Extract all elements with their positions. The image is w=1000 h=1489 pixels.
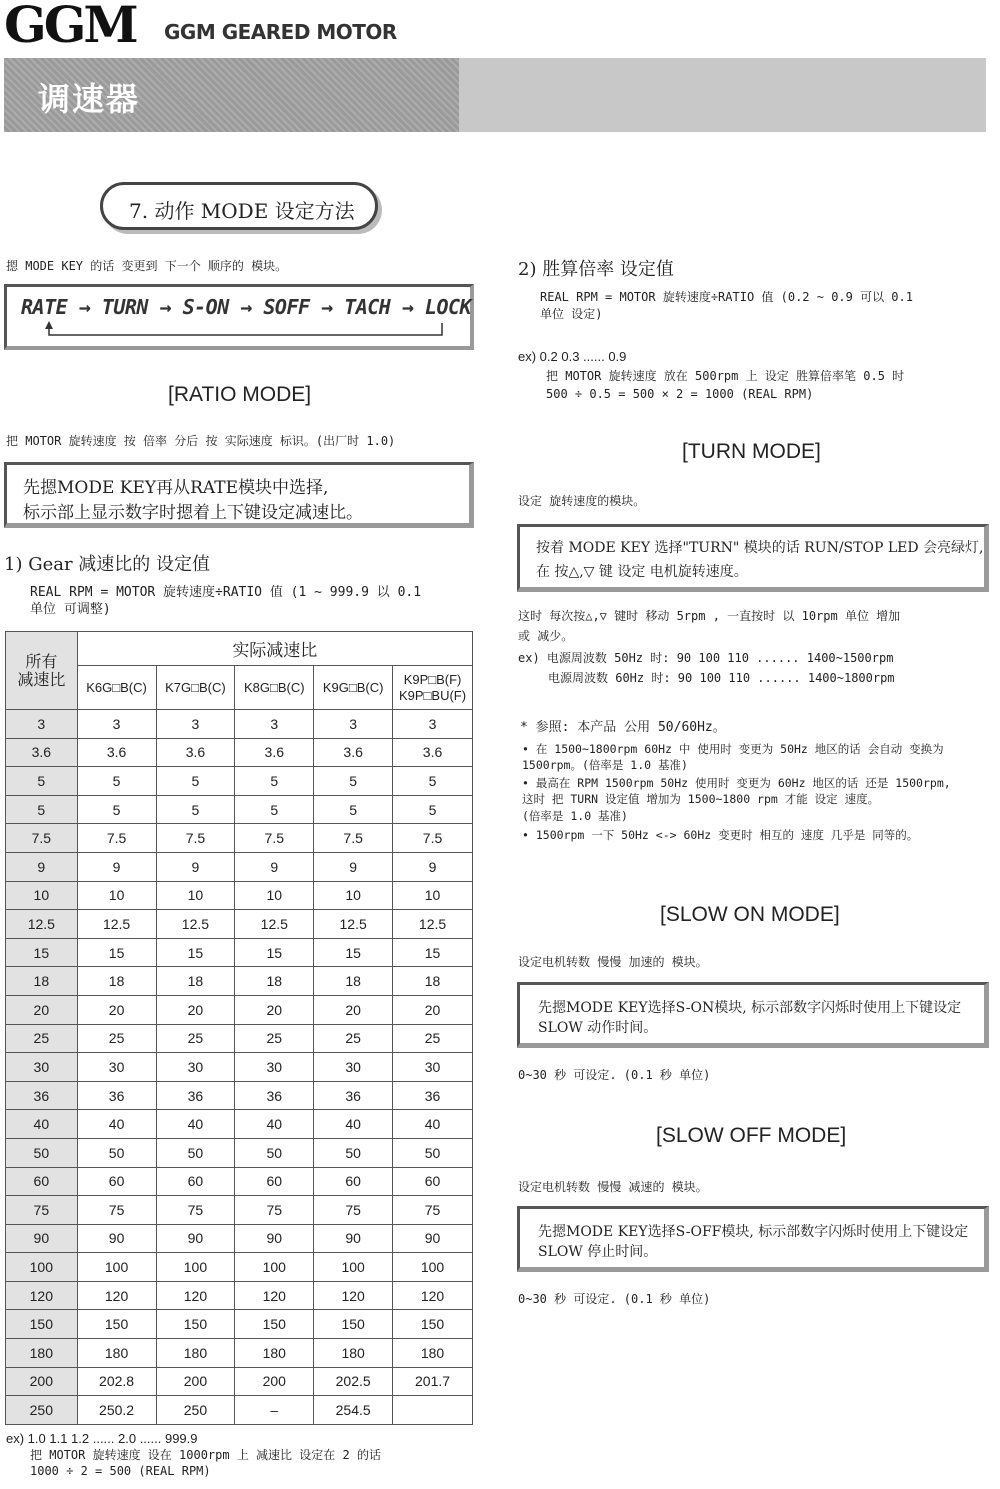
table-row [6,710,473,739]
turn-instruction-line: 在 按△,▽ 键 设定 电机旋转速度。 [536,564,748,580]
turn-mode-description: 设定 旋转速度的模块。 [518,494,646,508]
actual-ratio-cell: – [235,1396,314,1425]
actual-ratio-cell: 18 [393,967,473,996]
actual-ratio-cell: 100 [314,1253,393,1282]
actual-ratio-cell: 10 [156,881,235,910]
actual-ratio-cell: 18 [235,967,314,996]
multiplier-example-calc: 500 ÷ 0.5 = 500 × 2 = 1000 (REAL RPM) [546,387,814,401]
slow-off-mode-heading: [SLOW OFF MODE] [656,1124,847,1147]
corner-label: 减速比 [17,669,66,689]
multiplier-example-values: ex) 0.2 0.3 ...... 0.9 [518,349,627,364]
actual-ratio-cell: 3.6 [314,738,393,767]
turn-mode-heading: [TURN MODE] [682,440,821,463]
actual-ratio-cell: 9 [314,852,393,881]
actual-ratio-cell: 40 [314,1110,393,1139]
ratio-example-values: ex) 1.0 1.1 1.2 ...... 2.0 ...... 999.9 [6,1431,198,1446]
ratio-instruction-box [4,462,474,528]
actual-ratio-cell: 30 [393,1053,473,1082]
actual-ratio-cell: 12.5 [77,910,156,939]
actual-ratio-cell: 75 [77,1196,156,1225]
actual-ratio-cell: 50 [235,1138,314,1167]
actual-ratio-cell: 12.5 [314,910,393,939]
ratio-cell: 200 [6,1367,78,1396]
gear-ratio-subheading: 1) Gear 减速比的 设定值 [4,554,211,575]
gear-ratio-description: REAL RPM = MOTOR 旋转速度÷RATIO 值 (1 ~ 999.9 以 0.1 [30,585,422,600]
column-header-label: K6G□B(C) [86,679,147,695]
table-row [6,1110,473,1139]
actual-ratio-cell: 30 [314,1053,393,1082]
actual-ratio-cell: 9 [77,852,156,881]
turn-example-60hz: 电源周波数 60Hz 时: 90 100 110 ...... 1400~1800rpm [548,671,895,685]
table-row [6,1281,473,1310]
table-row [6,795,473,824]
actual-ratio-cell: 90 [235,1224,314,1253]
ratio-cell: 120 [6,1281,78,1310]
table-row [6,995,473,1024]
actual-ratio-cell: 120 [156,1281,235,1310]
ratio-example-text: 把 MOTOR 旋转速度 设在 1000rpm 上 减速比 设定在 2 的话 [30,1448,381,1462]
multiplier-example-text: 把 MOTOR 旋转速度 放在 500rpm 上 设定 胜算倍率笔 0.5 时 [546,369,905,383]
actual-ratio-cell: 3 [77,710,156,739]
slow-off-instruction-line: SLOW 停止时间。 [538,1244,658,1260]
actual-ratio-cell: 75 [314,1196,393,1225]
actual-ratio-cell: 120 [235,1281,314,1310]
table-row [6,767,473,796]
actual-ratio-cell: 60 [77,1167,156,1196]
column-header [314,666,393,710]
ratio-cell: 10 [6,881,78,910]
table-row [6,1253,473,1282]
actual-ratio-cell: 40 [393,1110,473,1139]
actual-ratio-cell: 150 [314,1310,393,1339]
actual-ratio-cell: 3 [156,710,235,739]
actual-ratio-cell: 50 [314,1138,393,1167]
table-row [6,1339,473,1368]
actual-ratio-cell: 36 [314,1081,393,1110]
reference-item: • 在 1500~1800rpm 60Hz 中 使用时 变更为 50Hz 地区的话 会自动 变换为 [522,742,944,756]
column-header [156,666,235,710]
actual-ratio-cell: 150 [156,1310,235,1339]
slow-on-range: 0~30 秒 可设定. (0.1 秒 单位) [518,1068,711,1082]
brand-name: GGM GEARED MOTOR [164,20,397,44]
actual-ratio-cell: 90 [393,1224,473,1253]
ratio-cell: 25 [6,1024,78,1053]
actual-ratio-cell: 7.5 [314,824,393,853]
actual-ratio-cell: 36 [77,1081,156,1110]
slow-on-mode-heading: [SLOW ON MODE] [660,903,840,926]
actual-ratio-cell: 90 [77,1224,156,1253]
column-header [393,666,473,710]
ratio-cell: 30 [6,1053,78,1082]
slow-on-instruction-line: SLOW 动作时间。 [538,1020,658,1036]
column-header-label: K9P□BU(F) [398,687,467,703]
reference-item: • 1500rpm 一下 50Hz <-> 60Hz 变更时 相互的 速度 几乎是 同等的。 [522,828,919,842]
actual-ratio-cell: 15 [77,938,156,967]
actual-ratio-cell: 5 [393,795,473,824]
actual-ratio-cell: 3 [235,710,314,739]
actual-ratio-cell: 25 [314,1024,393,1053]
actual-ratio-header: 实际减速比 [77,632,472,666]
actual-ratio-cell: 120 [393,1281,473,1310]
table-header-row [6,632,473,666]
ratio-cell: 9 [6,852,78,881]
column-header-label: K9G□B(C) [322,679,384,695]
actual-ratio-cell: 10 [314,881,393,910]
multiplier-subheading: 2) 胜算倍率 设定值 [518,259,674,280]
ratio-cell: 12.5 [6,910,78,939]
ratio-cell: 60 [6,1167,78,1196]
actual-ratio-cell: 5 [235,795,314,824]
actual-ratio-cell: 10 [235,881,314,910]
actual-ratio-cell: 5 [77,767,156,796]
actual-ratio-cell: 25 [235,1024,314,1053]
actual-ratio-cell: 7.5 [77,824,156,853]
actual-ratio-cell: 60 [235,1167,314,1196]
reference-item: 这时 把 TURN 设定值 增加为 1500~1800 rpm 才能 设定 速度。 [522,792,880,806]
reference-item: 1500rpm。(倍率是 1.0 基准) [522,758,688,772]
actual-ratio-cell: 18 [314,967,393,996]
actual-ratio-cell: 30 [156,1053,235,1082]
table-row [6,1396,473,1425]
actual-ratio-cell: 20 [393,995,473,1024]
ratio-cell: 18 [6,967,78,996]
table-row [6,1367,473,1396]
actual-ratio-cell: 9 [393,852,473,881]
ratio-cell: 15 [6,938,78,967]
actual-ratio-cell: 180 [156,1339,235,1368]
actual-ratio-cell: 20 [77,995,156,1024]
actual-ratio-cell: 40 [235,1110,314,1139]
actual-ratio-cell: 180 [235,1339,314,1368]
actual-ratio-cell: 12.5 [156,910,235,939]
actual-ratio-cell: 3.6 [156,738,235,767]
actual-ratio-cell: 5 [77,795,156,824]
actual-ratio-cell: 10 [77,881,156,910]
actual-ratio-cell: 5 [156,795,235,824]
actual-ratio-cell: 250 [156,1396,235,1425]
actual-ratio-cell: 75 [235,1196,314,1225]
reference-item: • 最高在 RPM 1500rpm 50Hz 使用时 变更为 60Hz 地区的话 还是 1500rpm, [522,776,951,790]
ratio-cell: 36 [6,1081,78,1110]
actual-ratio-cell: 200 [156,1367,235,1396]
table-row [6,1053,473,1082]
actual-ratio-cell: 180 [393,1339,473,1368]
table-row [6,852,473,881]
column-header-label: K7G□B(C) [165,679,226,695]
banner-title: 调速器 [38,80,141,118]
actual-ratio-cell: 202.8 [77,1367,156,1396]
actual-ratio-cell: 201.7 [393,1367,473,1396]
actual-ratio-cell: 120 [77,1281,156,1310]
actual-ratio-cell: 180 [314,1339,393,1368]
ratio-cell: 100 [6,1253,78,1282]
actual-ratio-cell: 36 [156,1081,235,1110]
turn-instruction-box [517,524,989,592]
ratio-cell: 3 [6,710,78,739]
brand-logo: GGM [4,0,136,54]
turn-note: 或 减少。 [518,629,574,643]
actual-ratio-cell: 5 [235,767,314,796]
actual-ratio-cell: 36 [393,1081,473,1110]
actual-ratio-cell: 15 [314,938,393,967]
turn-example-50hz: ex) 电源周波数 50Hz 时: 90 100 110 ...... 1400~1500rpm [518,651,894,665]
actual-ratio-cell: 100 [235,1253,314,1282]
actual-ratio-cell: 150 [393,1310,473,1339]
table-row [6,1167,473,1196]
actual-ratio-cell: 120 [314,1281,393,1310]
actual-ratio-cell: 3 [393,710,473,739]
section-title: 7. 动作 MODE 设定方法 [129,199,355,223]
ratio-cell: 150 [6,1310,78,1339]
reference-title: * 参照: 本产品 公用 50/60Hz。 [520,720,726,735]
actual-ratio-cell: 10 [393,881,473,910]
actual-ratio-cell: 18 [77,967,156,996]
actual-ratio-cell: 100 [156,1253,235,1282]
mode-sequence: RATE → TURN → S-ON → SOFF → TACH → LOCK [21,295,472,319]
actual-ratio-cell [393,1396,473,1425]
ratio-instruction-line: 标示部上显示数字时摁着上下键设定减速比。 [23,503,363,523]
slow-on-instruction-line: 先摁MODE KEY选择S-ON模块, 标示部数字闪烁时使用上下键设定 [538,1000,962,1016]
ratio-mode-heading: [RATIO MODE] [168,383,312,406]
ratio-cell: 7.5 [6,824,78,853]
slow-on-description: 设定电机转数 慢慢 加速的 模块。 [518,955,708,969]
slow-on-instruction-box [517,982,989,1048]
section-title-pill [100,182,378,230]
actual-ratio-cell: 15 [156,938,235,967]
actual-ratio-cell: 250.2 [77,1396,156,1425]
table-row [6,1081,473,1110]
actual-ratio-cell: 3.6 [393,738,473,767]
table-row [6,910,473,939]
slow-off-range: 0~30 秒 可设定. (0.1 秒 单位) [518,1292,711,1306]
table-row [6,738,473,767]
actual-ratio-cell: 5 [156,767,235,796]
actual-ratio-cell: 254.5 [314,1396,393,1425]
actual-ratio-cell: 50 [77,1138,156,1167]
actual-ratio-cell: 50 [393,1138,473,1167]
actual-ratio-cell: 9 [235,852,314,881]
ratio-cell: 90 [6,1224,78,1253]
actual-ratio-cell: 36 [235,1081,314,1110]
actual-ratio-cell: 50 [156,1138,235,1167]
multiplier-description: 单位 设定) [540,307,603,321]
actual-ratio-cell: 25 [393,1024,473,1053]
actual-ratio-cell: 60 [314,1167,393,1196]
actual-ratio-cell: 7.5 [393,824,473,853]
mode-intro: 摁 MODE KEY 的话 变更到 下一个 顺序的 模块。 [6,259,288,273]
actual-ratio-cell: 3.6 [77,738,156,767]
table-row [6,1196,473,1225]
actual-ratio-cell: 15 [393,938,473,967]
actual-ratio-cell: 5 [393,767,473,796]
ratio-instruction-line: 先摁MODE KEY再从RATE模块中选择, [23,478,329,498]
actual-ratio-cell: 25 [77,1024,156,1053]
actual-ratio-cell: 3 [314,710,393,739]
actual-ratio-cell: 12.5 [235,910,314,939]
actual-ratio-cell: 150 [77,1310,156,1339]
actual-ratio-cell: 40 [77,1110,156,1139]
ratio-cell: 5 [6,795,78,824]
gear-ratio-table [5,631,473,1425]
table-corner-header [6,632,78,710]
table-row [6,967,473,996]
actual-ratio-cell: 30 [235,1053,314,1082]
ratio-cell: 180 [6,1339,78,1368]
ratio-cell: 5 [6,767,78,796]
turn-note: 这时 每次按△,▽ 键时 移动 5rpm , 一直按时 以 10rpm 单位 增加 [518,609,901,623]
slow-off-description: 设定电机转数 慢慢 减速的 模块。 [518,1180,708,1194]
actual-ratio-cell: 20 [314,995,393,1024]
actual-ratio-cell: 75 [156,1196,235,1225]
loop-back-arrow-icon [37,321,457,343]
table-row [6,1138,473,1167]
slow-off-instruction-line: 先摁MODE KEY选择S-OFF模块, 标示部数字闪烁时使用上下键设定 [538,1224,969,1240]
actual-ratio-cell: 7.5 [156,824,235,853]
actual-ratio-cell: 5 [314,767,393,796]
ratio-cell: 75 [6,1196,78,1225]
actual-ratio-cell: 20 [235,995,314,1024]
turn-instruction-line: 按着 MODE KEY 选择"TURN" 模块的话 RUN/STOP LED 会亮绿灯, [536,540,984,556]
column-header-label: K8G□B(C) [243,679,305,695]
actual-ratio-cell: 7.5 [235,824,314,853]
actual-ratio-cell: 150 [235,1310,314,1339]
actual-ratio-cell: 100 [393,1253,473,1282]
table-row [6,1024,473,1053]
table-row [6,1310,473,1339]
actual-ratio-cell: 200 [235,1367,314,1396]
actual-ratio-cell: 202.5 [314,1367,393,1396]
table-row [6,824,473,853]
multiplier-description: REAL RPM = MOTOR 旋转速度÷RATIO 值 (0.2 ~ 0.9 可以 0.1 [540,290,913,304]
column-header-label: K9P□B(F) [403,671,462,687]
corner-label: 所有 [25,651,58,671]
actual-ratio-cell: 60 [393,1167,473,1196]
ratio-cell: 3.6 [6,738,78,767]
actual-ratio-cell: 75 [393,1196,473,1225]
actual-ratio-cell: 15 [235,938,314,967]
actual-ratio-cell: 5 [314,795,393,824]
actual-ratio-cell: 30 [77,1053,156,1082]
mode-sequence-box [4,284,474,350]
actual-ratio-cell: 20 [156,995,235,1024]
title-banner [4,58,986,132]
slow-off-instruction-box [517,1206,989,1272]
ratio-example-calc: 1000 ÷ 2 = 500 (REAL RPM) [30,1464,211,1478]
actual-ratio-cell: 180 [77,1339,156,1368]
ratio-cell: 40 [6,1110,78,1139]
actual-ratio-cell: 18 [156,967,235,996]
table-row [6,1224,473,1253]
column-header [77,666,156,710]
table-row [6,938,473,967]
ratio-cell: 250 [6,1396,78,1425]
actual-ratio-cell: 90 [156,1224,235,1253]
gear-ratio-description: 单位 可调整) [30,602,111,617]
actual-ratio-cell: 25 [156,1024,235,1053]
ratio-cell: 20 [6,995,78,1024]
reference-item: (倍率是 1.0 基准) [522,809,628,823]
actual-ratio-cell: 9 [156,852,235,881]
table-row [6,881,473,910]
actual-ratio-cell: 12.5 [393,910,473,939]
ratio-cell: 50 [6,1138,78,1167]
column-header [235,666,314,710]
actual-ratio-cell: 3.6 [235,738,314,767]
actual-ratio-cell: 90 [314,1224,393,1253]
actual-ratio-cell: 60 [156,1167,235,1196]
actual-ratio-cell: 40 [156,1110,235,1139]
actual-ratio-cell: 100 [77,1253,156,1282]
ratio-mode-description: 把 MOTOR 旋转速度 按 倍率 分后 按 实际速度 标识。(出厂时 1.0) [6,434,396,448]
